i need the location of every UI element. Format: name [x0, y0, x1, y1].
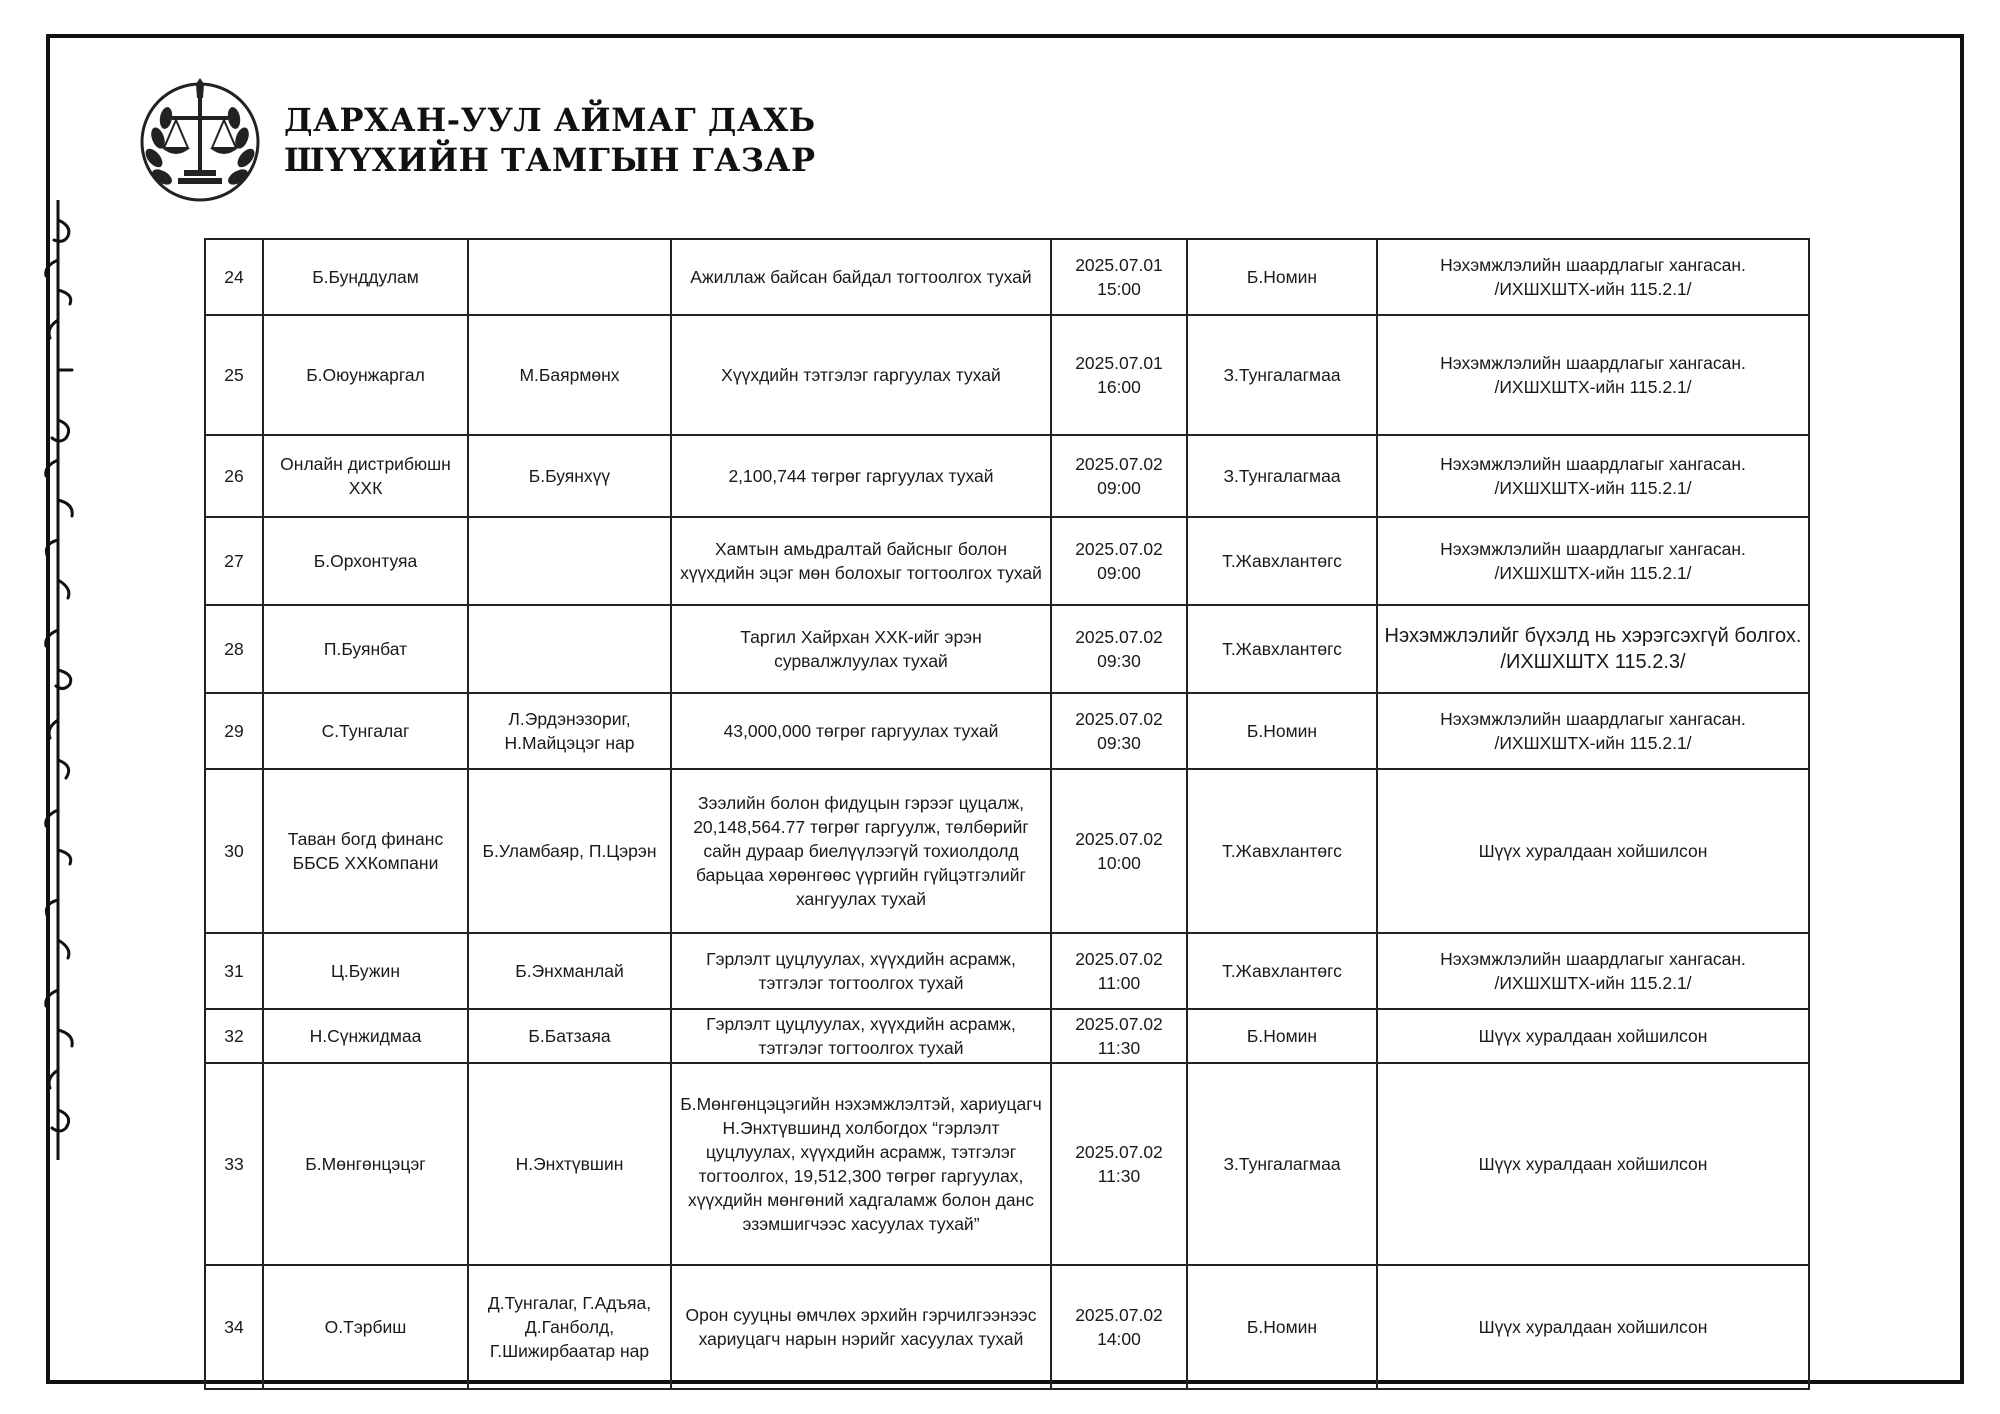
cell-result	[1377, 1009, 1809, 1063]
result-text: Нэхэмжлэлийн шаардлагыг хангасан.	[1440, 454, 1746, 474]
cell-datetime	[1051, 1265, 1187, 1389]
cell-judge: Б.Номин	[1187, 239, 1377, 315]
cell-datetime	[1051, 769, 1187, 933]
cell-judge: З.Тунгалагмаа	[1187, 315, 1377, 435]
cell-plaintiff: Б.Бунддулам	[263, 239, 468, 315]
date-text: 2025.07.02	[1075, 1014, 1163, 1034]
cell-defendant: М.Баярмөнх	[468, 315, 671, 435]
cell-result	[1377, 1265, 1809, 1389]
table-row	[205, 769, 1809, 933]
result-text: Нэхэмжлэлийн шаардлагыг хангасан.	[1440, 949, 1746, 969]
vertical-mongolian-script	[28, 200, 88, 1160]
cell-number: 34	[205, 1265, 263, 1389]
table-row	[205, 315, 1809, 435]
court-scales-emblem-icon	[136, 76, 264, 204]
table-row	[205, 435, 1809, 517]
time-text: 14:00	[1097, 1329, 1141, 1349]
cell-plaintiff: С.Тунгалаг	[263, 693, 468, 769]
cell-judge: Б.Номин	[1187, 1265, 1377, 1389]
cell-defendant	[468, 239, 671, 315]
cell-result	[1377, 1063, 1809, 1265]
table-row	[205, 1063, 1809, 1265]
cell-datetime	[1051, 605, 1187, 693]
cell-defendant: Н.Энхтүвшин	[468, 1063, 671, 1265]
cell-number: 24	[205, 239, 263, 315]
cell-result	[1377, 517, 1809, 605]
result-text: Шүүх хуралдаан хойшилсон	[1478, 1154, 1708, 1174]
time-text: 09:30	[1097, 651, 1141, 671]
cell-judge: З.Тунгалагмаа	[1187, 435, 1377, 517]
cell-plaintiff: Б.Орхонтуяа	[263, 517, 468, 605]
cell-result	[1377, 933, 1809, 1009]
cell-number: 30	[205, 769, 263, 933]
cell-judge: З.Тунгалагмаа	[1187, 1063, 1377, 1265]
table-row	[205, 1009, 1809, 1063]
cell-judge: Б.Номин	[1187, 1009, 1377, 1063]
cell-claim: Орон сууцны өмчлөх эрхийн гэрчилгээнээс хариуцагч нарын нэрийг хасуулах тухай	[671, 1265, 1051, 1389]
date-text: 2025.07.02	[1075, 454, 1163, 474]
cell-defendant: Б.Уламбаяр, П.Цэрэн	[468, 769, 671, 933]
result-text: Нэхэмжлэлийг бүхэлд нь хэрэгсэхгүй болгох.	[1384, 625, 1802, 647]
result-text: Нэхэмжлэлийн шаардлагыг хангасан.	[1440, 255, 1746, 275]
result-law-ref: /ИХШХШТХ-ийн 115.2.1/	[1494, 973, 1692, 993]
cell-datetime	[1051, 517, 1187, 605]
cell-plaintiff: Б.Оюунжаргал	[263, 315, 468, 435]
cell-datetime	[1051, 435, 1187, 517]
organization-title	[284, 100, 816, 180]
time-text: 11:30	[1097, 1166, 1141, 1186]
table-row	[205, 517, 1809, 605]
cell-defendant	[468, 517, 671, 605]
time-text: 09:30	[1097, 733, 1141, 753]
cell-number: 28	[205, 605, 263, 693]
cell-result	[1377, 239, 1809, 315]
cell-plaintiff: О.Тэрбиш	[263, 1265, 468, 1389]
table-row	[205, 605, 1809, 693]
cell-plaintiff: Б.Мөнгөнцэцэг	[263, 1063, 468, 1265]
cell-claim: Хамтын амьдралтай байсныг болон хүүхдийн эцэг мөн болохыг тогтоолгох тухай	[671, 517, 1051, 605]
cell-datetime	[1051, 1063, 1187, 1265]
cell-plaintiff: П.Буянбат	[263, 605, 468, 693]
cell-result	[1377, 315, 1809, 435]
time-text: 11:30	[1097, 1038, 1141, 1058]
time-text: 09:00	[1097, 563, 1141, 583]
cell-plaintiff: Н.Сүнжидмаа	[263, 1009, 468, 1063]
time-text: 09:00	[1097, 478, 1141, 498]
date-text: 2025.07.02	[1075, 539, 1163, 559]
result-text: Нэхэмжлэлийн шаардлагыг хангасан.	[1440, 353, 1746, 373]
table-row	[205, 693, 1809, 769]
result-law-ref: /ИХШХШТХ-ийн 115.2.1/	[1494, 563, 1692, 583]
time-text: 10:00	[1097, 853, 1141, 873]
result-text: Шүүх хуралдаан хойшилсон	[1478, 841, 1708, 861]
table-row	[205, 933, 1809, 1009]
date-text: 2025.07.02	[1075, 709, 1163, 729]
cell-plaintiff: Онлайн дистрибюшн ХХК	[263, 435, 468, 517]
cell-judge: Т.Жавхлантөгс	[1187, 769, 1377, 933]
time-text: 15:00	[1097, 279, 1141, 299]
cell-result	[1377, 435, 1809, 517]
time-text: 11:00	[1097, 973, 1141, 993]
cell-datetime	[1051, 239, 1187, 315]
cell-defendant: Б.Энхманлай	[468, 933, 671, 1009]
cell-claim: Ажиллаж байсан байдал тогтоолгох тухай	[671, 239, 1051, 315]
cell-number: 26	[205, 435, 263, 517]
result-text: Шүүх хуралдаан хойшилсон	[1478, 1317, 1708, 1337]
date-text: 2025.07.02	[1075, 627, 1163, 647]
mongolian-script-graphic	[28, 200, 88, 1160]
date-text: 2025.07.01	[1075, 255, 1163, 275]
result-text: Шүүх хуралдаан хойшилсон	[1478, 1026, 1708, 1046]
cell-judge: Т.Жавхлантөгс	[1187, 517, 1377, 605]
result-text: Нэхэмжлэлийн шаардлагыг хангасан.	[1440, 709, 1746, 729]
cell-result	[1377, 693, 1809, 769]
date-text: 2025.07.02	[1075, 949, 1163, 969]
cell-claim: Таргил Хайрхан ХХК-ийг эрэн сурвалжлуулах тухай	[671, 605, 1051, 693]
date-text: 2025.07.02	[1075, 1305, 1163, 1325]
cell-claim: Зээлийн болон фидуцын гэрээг цуцалж, 20,148,564.77 төгрөг гаргуулж, төлбөрийг сайн дураар биелүүлээгүй тохиолдолд барьцаа хөрөнгөөс үүргийн гүйцэтгэлийг хангуулах тухай	[671, 769, 1051, 933]
cell-claim: Хүүхдийн тэтгэлэг гаргуулах тухай	[671, 315, 1051, 435]
cell-defendant: Л.Эрдэнэзориг, Н.Майцэцэг нар	[468, 693, 671, 769]
cell-defendant	[468, 605, 671, 693]
result-text: Нэхэмжлэлийн шаардлагыг хангасан.	[1440, 539, 1746, 559]
cell-number: 25	[205, 315, 263, 435]
result-law-ref: /ИХШХШТХ-ийн 115.2.1/	[1494, 377, 1692, 397]
result-law-ref: /ИХШХШТХ-ийн 115.2.1/	[1494, 478, 1692, 498]
cell-result	[1377, 605, 1809, 693]
date-text: 2025.07.01	[1075, 353, 1163, 373]
cell-defendant: Д.Тунгалаг, Г.Адъяа, Д.Ганболд, Г.Шижирбаатар нар	[468, 1265, 671, 1389]
cell-number: 31	[205, 933, 263, 1009]
cell-claim: Гэрлэлт цуцлуулах, хүүхдийн асрамж, тэтгэлэг тогтоолгох тухай	[671, 933, 1051, 1009]
cell-datetime	[1051, 693, 1187, 769]
cell-plaintiff: Ц.Бужин	[263, 933, 468, 1009]
date-text: 2025.07.02	[1075, 1142, 1163, 1162]
result-law-ref: /ИХШХШТХ-ийн 115.2.1/	[1494, 733, 1692, 753]
cell-defendant: Б.Буянхүү	[468, 435, 671, 517]
cell-number: 33	[205, 1063, 263, 1265]
cell-claim: Б.Мөнгөнцэцэгийн нэхэмжлэлтэй, хариуцагч Н.Энхтүвшинд холбогдох “гэрлэлт цуцлуулах, хүүхдийн асрамж, тэтгэлэг тогтоолгох, 19,512,300 төгрөг гаргуулах, хүүхдийн мөнгөний хадгаламж болон данс эзэмшигчээс хасуулах тухай”	[671, 1063, 1051, 1265]
date-text: 2025.07.02	[1075, 829, 1163, 849]
cell-judge: Т.Жавхлантөгс	[1187, 605, 1377, 693]
title-line-2: ШҮҮХИЙН ТАМГЫН ГАЗАР	[284, 141, 816, 179]
cell-defendant: Б.Батзаяа	[468, 1009, 671, 1063]
cell-number: 29	[205, 693, 263, 769]
result-law-ref: /ИХШХШТХ 115.2.3/	[1500, 651, 1686, 673]
cell-judge: Б.Номин	[1187, 693, 1377, 769]
cell-claim: 43,000,000 төгрөг гаргуулах тухай	[671, 693, 1051, 769]
cell-plaintiff: Таван богд финанс ББСБ ХХКомпани	[263, 769, 468, 933]
table-row	[205, 239, 1809, 315]
cell-number: 32	[205, 1009, 263, 1063]
cell-datetime	[1051, 315, 1187, 435]
cell-datetime	[1051, 933, 1187, 1009]
table-row	[205, 1265, 1809, 1389]
cell-result	[1377, 769, 1809, 933]
cell-claim: Гэрлэлт цуцлуулах, хүүхдийн асрамж, тэтгэлэг тогтоолгох тухай	[671, 1009, 1051, 1063]
cell-datetime	[1051, 1009, 1187, 1063]
cell-number: 27	[205, 517, 263, 605]
result-law-ref: /ИХШХШТХ-ийн 115.2.1/	[1494, 279, 1692, 299]
hearing-schedule-table	[204, 238, 1810, 1390]
title-line-1: ДАРХАН-УУЛ АЙМАГ ДАХЬ	[284, 101, 816, 139]
cell-claim: 2,100,744 төгрөг гаргуулах тухай	[671, 435, 1051, 517]
cell-judge: Т.Жавхлантөгс	[1187, 933, 1377, 1009]
time-text: 16:00	[1097, 377, 1141, 397]
